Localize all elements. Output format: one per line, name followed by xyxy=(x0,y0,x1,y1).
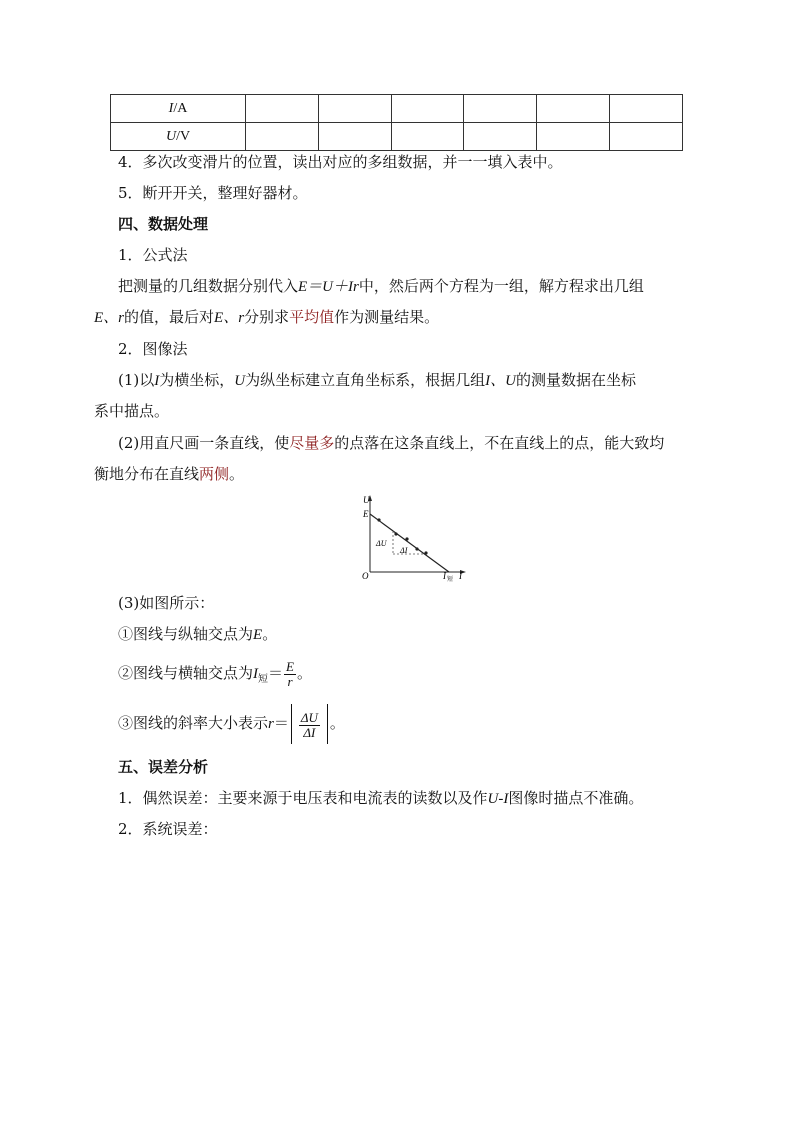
table-cell xyxy=(318,123,391,151)
conclusion-3: ③图线的斜率大小表示r＝ $\frac{\Delta U}{\Delta I}$ 。 xyxy=(118,703,345,744)
row-header-current: I/A xyxy=(111,95,246,123)
method-1-paragraph-line2: E、r的值，最后对E、r分别求平均值作为测量结果。 xyxy=(94,308,440,326)
table-cell xyxy=(610,123,683,151)
absolute-value xyxy=(291,704,328,744)
table-cell xyxy=(391,95,464,123)
data-point xyxy=(424,551,427,554)
section-title-error-analysis: 五、误差分析 xyxy=(118,758,209,776)
table-cell xyxy=(464,95,537,123)
method-2-point-2-line2: 衡地分布在直线两侧。 xyxy=(94,465,245,483)
delta-i-label: ΔI xyxy=(400,546,408,555)
section-title-data-processing: 四、数据处理 xyxy=(118,215,209,233)
table-cell xyxy=(391,123,464,151)
table-cell xyxy=(610,95,683,123)
method-2-title: 2．图像法 xyxy=(118,340,188,358)
highlight-as-many: 尽量多 xyxy=(289,434,335,452)
data-point xyxy=(377,518,380,521)
method-1-paragraph-line1: 把测量的几组数据分别代入E＝U＋Ir中，然后两个方程为一组，解方程求出几组 xyxy=(118,277,644,295)
measurement-table xyxy=(110,94,683,151)
table-cell xyxy=(246,123,319,151)
fraction-du-over-di: $\frac{\Delta U}{\Delta I}$ xyxy=(300,709,318,740)
u-i-graph xyxy=(355,492,470,582)
method-1-title: 1．公式法 xyxy=(118,246,188,264)
table-cell xyxy=(537,123,610,151)
origin-label: O xyxy=(362,571,369,581)
error-2: 2．系统误差： xyxy=(118,820,218,838)
x-intercept-subscript: 短 xyxy=(447,577,454,582)
data-point xyxy=(394,532,397,535)
method-2-point-2-line1: (2)用直尺画一条直线，使尽量多的点落在这条直线上，不在直线上的点，能大致均 xyxy=(118,434,665,452)
data-point xyxy=(415,547,418,550)
table-row xyxy=(111,95,683,123)
table-cell xyxy=(537,95,610,123)
table-cell xyxy=(464,123,537,151)
method-2-point-1-line2: 系中描点。 xyxy=(94,402,170,420)
conclusion-2: ②图线与横轴交点为$I_短=$ $\frac{E}{r}$ 。 xyxy=(118,658,312,689)
delta-u-label: ΔU xyxy=(376,539,387,548)
table-row xyxy=(111,123,683,151)
conclusion-1: ①图线与纵轴交点为E。 xyxy=(118,625,278,643)
fraction-e-over-r: $\frac{E}{r}$ xyxy=(286,658,294,689)
highlight-average: 平均值 xyxy=(289,308,335,326)
highlight-both-sides: 两侧 xyxy=(199,465,230,483)
data-point xyxy=(405,537,408,540)
table-cell xyxy=(318,95,391,123)
y-axis-label: U xyxy=(363,495,370,505)
method-2-point-1-line1: (1)以I为横坐标，U为纵坐标建立直角坐标系，根据几组I、U的测量数据在坐标 xyxy=(118,371,636,389)
table-cell xyxy=(246,95,319,123)
x-axis-label: I xyxy=(459,571,462,581)
step-4: 4．多次改变滑片的位置，读出对应的多组数据，并一一填入表中。 xyxy=(118,153,563,171)
graph-note-intro: (3)如图所示： xyxy=(118,594,215,612)
row-header-voltage: U/V xyxy=(111,123,246,151)
x-intercept-label: I xyxy=(443,571,446,581)
error-1: 1．偶然误差：主要来源于电压表和电流表的读数以及作U-I图像时描点不准确。 xyxy=(118,789,644,807)
y-intercept-label: E xyxy=(363,509,369,519)
step-5: 5．断开开关，整理好器材。 xyxy=(118,184,308,202)
